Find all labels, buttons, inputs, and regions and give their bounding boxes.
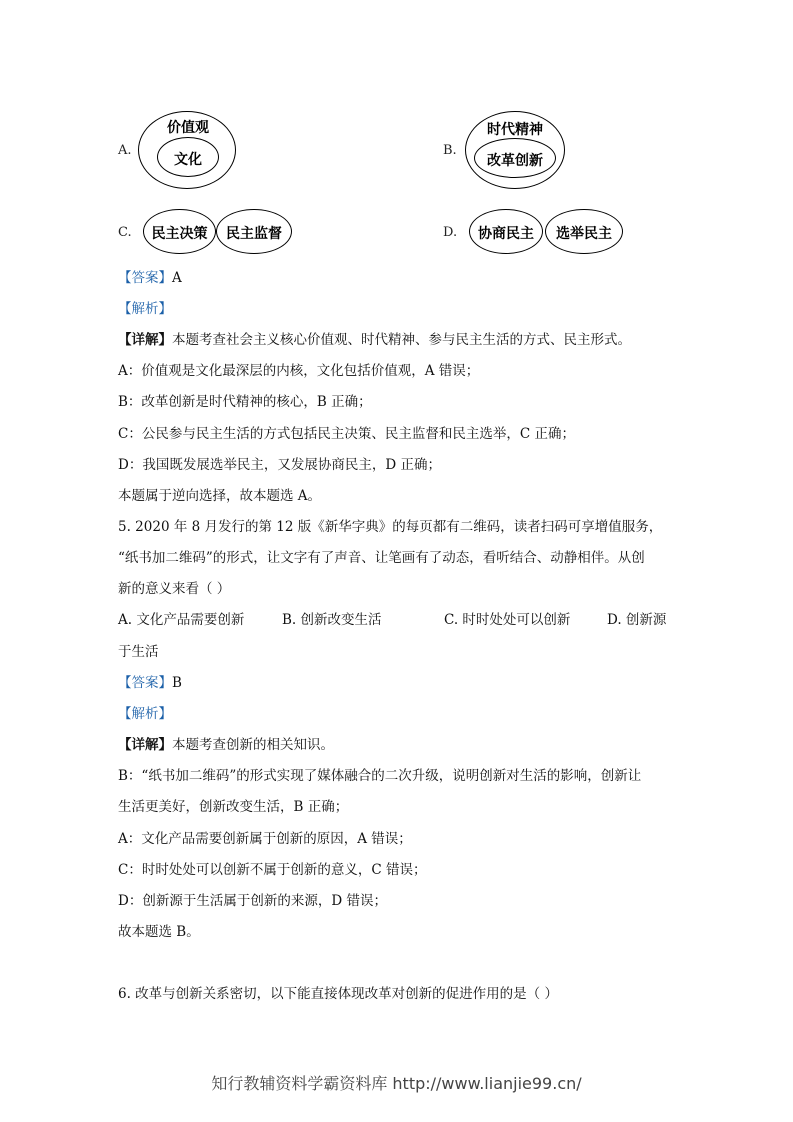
q5-stem-line: 5. 2020 年 8 月发行的第 12 版《新华字典》的每页都有二维码，读者扫码可享增值服务， (118, 519, 663, 535)
q5-answer: 【答案】B (118, 675, 182, 691)
q4-analysis-line: C：公民参与民主生活的方式包括民主决策、民主监督和民主选举，C 正确； (118, 426, 575, 442)
q5-stem-line: “纸书加二维码”的形式，让文字有了声音、让笔画有了动态，看听结合、动静相伴。从创 (118, 550, 645, 566)
diagram-b-inner-label: 改革创新 (487, 153, 543, 169)
q5-analysis-line: 生活更美好，创新改变生活，B 正确； (118, 799, 349, 815)
q4-detail: 【详解】本题考查社会主义核心价值观、时代精神、参与民主生活的方式、民主形式。 (118, 332, 631, 348)
q4-conclusion: 本题属于逆向选择，故本题选 A。 (118, 488, 322, 504)
q5-option-d-wrap: 于生活 (118, 644, 159, 660)
diagram-c-right-label: 民主监督 (226, 226, 282, 242)
option-a-letter: A. (118, 143, 132, 158)
footer-watermark: 知行教辅资料学霸资料库 http://www.lianjie99.cn/ (211, 1074, 582, 1093)
q6-stem: 6. 改革与创新关系密切，以下能直接体现改革对创新的促进作用的是（ ） (118, 986, 558, 1002)
q5-option-a: A. 文化产品需要创新 (118, 612, 245, 628)
q4-analysis-line: A：价值观是文化最深层的内核，文化包括价值观，A 错误； (118, 363, 480, 379)
q5-detail: 【详解】本题考查创新的相关知识。 (118, 737, 334, 753)
q5-analysis-line: A：文化产品需要创新属于创新的原因，A 错误； (118, 831, 412, 847)
diagram-a-outer-label: 价值观 (167, 120, 209, 136)
q5-analysis-line: C：时时处处可以创新不属于创新的意义，C 错误； (118, 862, 427, 878)
q4-analysis-line: D：我国既发展选举民主，又发展协商民主，D 正确； (118, 457, 441, 473)
diagram-d-left-label: 协商民主 (478, 226, 534, 242)
q5-conclusion: 故本题选 B。 (118, 924, 200, 940)
option-d-letter: D. (443, 225, 458, 240)
q5-option-c: C. 时时处处可以创新 (444, 612, 571, 628)
option-b-letter: B. (443, 143, 457, 158)
diagram-a-inner-label: 文化 (174, 152, 202, 168)
option-c-letter: C. (118, 225, 132, 240)
diagram-b-outer-label: 时代精神 (487, 122, 543, 138)
q5-analysis-line: D：创新源于生活属于创新的来源，D 错误； (118, 893, 387, 909)
q5-analysis-tag: 【解析】 (118, 706, 172, 722)
q4-analysis-tag: 【解析】 (118, 301, 172, 317)
q5-stem-line: 新的意义来看（ ） (118, 581, 231, 597)
q4-answer: 【答案】A (118, 270, 182, 286)
q5-option-d: D. 创新源 (607, 612, 667, 628)
diagram-d-right-label: 选举民主 (556, 226, 612, 242)
q5-option-b: B. 创新改变生活 (282, 612, 382, 628)
diagram-c-left-label: 民主决策 (151, 226, 208, 242)
q4-analysis-line: B：改革创新是时代精神的核心，B 正确； (118, 394, 372, 410)
q5-analysis-line: B：“纸书加二维码”的形式实现了媒体融合的二次升级，说明创新对生活的影响，创新让 (118, 768, 642, 784)
